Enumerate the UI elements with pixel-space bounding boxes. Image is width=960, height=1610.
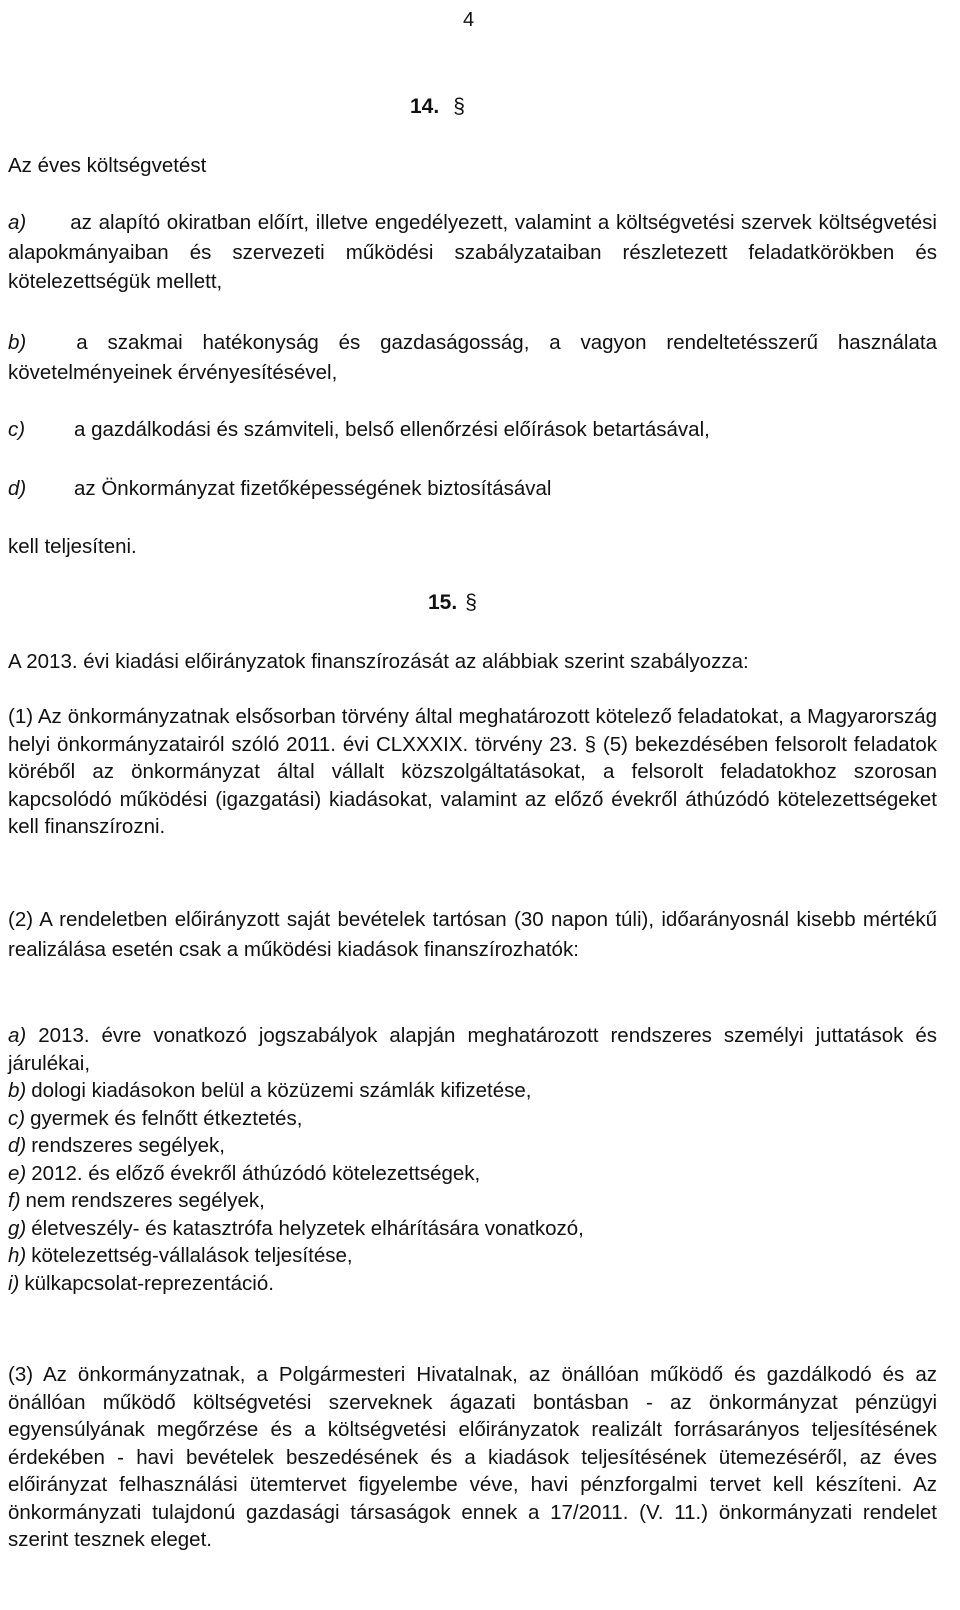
section-sign-icon: § xyxy=(465,591,477,614)
section-sign-icon: § xyxy=(453,95,465,118)
section-14-intro: Az éves költségvetést xyxy=(8,154,207,177)
item-text: gyermek és felnőtt étkeztetés, xyxy=(30,1106,303,1130)
section-14-number: 14. xyxy=(410,95,440,118)
item-text: az alapító okiratban előírt, illetve engedélyezett, valamint a költségvetési szervek költségvetési alapokmányaiban és szervezeti működési szabályzataiban részletezett feladatkörökben és kötelezettségük mellett, xyxy=(8,211,937,293)
item-label: f) xyxy=(8,1189,21,1212)
item-text: a gazdálkodási és számviteli, belső ellenőrzési előírások betartásával, xyxy=(74,418,710,441)
list-item xyxy=(8,1132,937,1160)
item-label: h) xyxy=(8,1244,27,1267)
list-item xyxy=(8,1270,937,1298)
page-number: 4 xyxy=(463,9,475,31)
item-label: c) xyxy=(8,1106,26,1130)
section-15-paragraph-3: (3) Az önkormányzatnak, a Polgármesteri Hivatalnak, az önállóan működő és gazdálkodó és az önállóan működő költségvetési szerveknek ágazati bontásban - az önkormányzat pénzügyi egyensúlyának megőrzése és a költségvetési előirányzatok realizált forrásarányos teljesítésének érdekében - havi bevételek beszedésének és a kiadások teljesítésének ütemezéséről, az éves előirányzat felhasználási ütemtervet figyelembe véve, havi pénzforgalmi tervet kell készíteni. Az önkormányzati tulajdonú gazdasági társaságok ennek a 17/2011. (V. 11.) önkormányzati rendelet szerint tesznek eleget. xyxy=(8,1363,937,1551)
item-text: életveszély- és katasztrófa helyzetek elhárítására vonatkozó, xyxy=(31,1216,584,1240)
section-14-item-a xyxy=(8,208,937,297)
item-label: i) xyxy=(8,1271,20,1295)
item-text: nem rendszeres segélyek, xyxy=(25,1189,265,1212)
list-item xyxy=(8,1242,937,1270)
section-15-paragraph-1: (1) Az önkormányzatnak elsősorban törvény által meghatározott kötelező feladatokat, a Magyarország helyi önkormányzatairól szóló 2011. évi CLXXXIX. törvény 23. § (5) bekezdésében felsorolt feladatok köréből az önkormányzat által vállalt közszolgáltatásokat, a felsorolt feladatokhoz szorosan kapcsolódó működési (igazgatási) kiadásokat, valamint az előző évekről áthúzódó kötelezettségeket kell finanszírozni. xyxy=(8,705,937,838)
section-15-intro: A 2013. évi kiadási előirányzatok finanszírozását az alábbiak szerint szabályozza: xyxy=(8,650,749,673)
item-label: d) xyxy=(8,477,27,500)
section-15-number: 15. xyxy=(428,591,458,614)
section-15-heading xyxy=(428,588,477,618)
item-text: a szakmai hatékonyság és gazdaságosság, a vagyon rendeltetésszerű használata követelményeinek érvényesítésével, xyxy=(8,331,937,384)
item-label: c) xyxy=(8,418,26,441)
item-text: 2013. évre vonatkozó jogszabályok alapján meghatározott rendszeres személyi juttatások és járulékai, xyxy=(8,1024,937,1075)
section-14-item-b xyxy=(8,328,937,387)
list-item xyxy=(8,1215,937,1243)
item-text: dologi kiadásokon belül a közüzemi számlák kifizetése, xyxy=(31,1079,532,1102)
item-label: g) xyxy=(8,1216,27,1240)
item-text: 2012. és előző évekről áthúzódó kötelezettségek, xyxy=(31,1161,481,1185)
item-label: b) xyxy=(8,1079,27,1102)
section-15-list-item-a xyxy=(8,1022,937,1077)
item-text: rendszeres segélyek, xyxy=(31,1134,225,1157)
item-label: d) xyxy=(8,1134,27,1157)
section-14-heading xyxy=(410,92,465,122)
item-label: b) xyxy=(8,331,27,354)
section-14-item-d xyxy=(8,474,551,504)
list-item xyxy=(8,1187,937,1215)
item-text: külkapcsolat-reprezentáció. xyxy=(24,1271,274,1295)
section-14-closing: kell teljesíteni. xyxy=(8,535,137,558)
item-label: a) xyxy=(8,211,27,234)
list-item xyxy=(8,1105,937,1133)
section-15-paragraph-2: (2) A rendeletben előirányzott saját bevételek tartósan (30 napon túli), időarányosnál kisebb mértékű realizálása esetén csak a működési kiadások finanszírozhatók: xyxy=(8,908,937,961)
section-15-list xyxy=(8,1077,937,1297)
item-label: a) xyxy=(8,1024,27,1047)
item-text: az Önkormányzat fizetőképességének biztosításával xyxy=(74,477,552,500)
item-text: kötelezettség-vállalások teljesítése, xyxy=(31,1244,353,1267)
list-item xyxy=(8,1077,937,1105)
section-14-item-c xyxy=(8,415,710,445)
item-label: e) xyxy=(8,1161,27,1185)
list-item xyxy=(8,1160,937,1188)
